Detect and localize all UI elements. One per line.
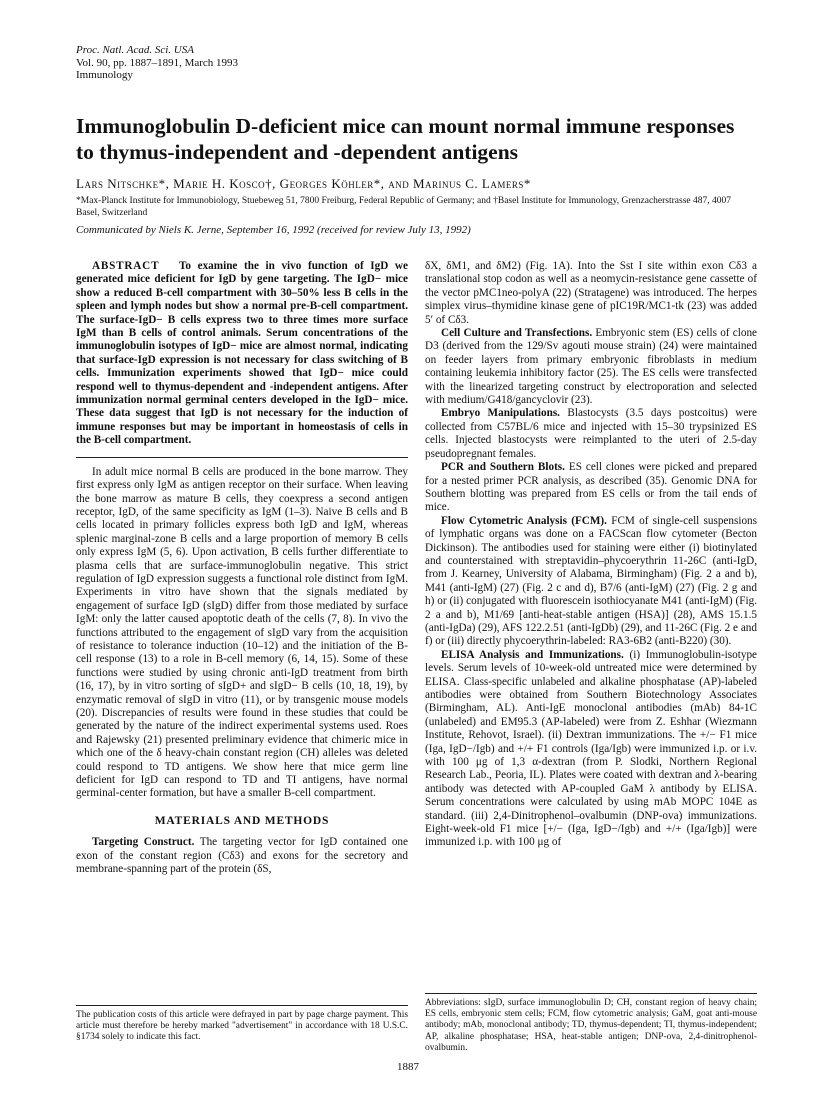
pcr-head: PCR and Southern Blots. <box>441 461 565 474</box>
journal-header <box>76 44 238 82</box>
embryo-paragraph <box>425 407 757 461</box>
culture-head: Cell Culture and Transfections. <box>441 327 593 340</box>
article-title: Immunoglobulin D-deficient mice can mount normal immune responses to thymus-independent and -dependent antigens <box>76 114 735 164</box>
footnote-divider <box>76 1005 408 1006</box>
fcm-paragraph <box>425 515 757 649</box>
targeting-continued: δX, δM1, and δM2) (Fig. 1A). Into the Sst I site within exon Cδ3 a translational stop codon as well as a neomycin-resistance gene cassette of the vector pMC1neo-polyA (22) (Stratagene) was introduced. The herpes simplex virus–thymidine kinase gene of pIC19R/MC1-tk (23) was added 5′ of Cδ3. <box>425 260 757 326</box>
author-list: Lars Nitschke*, Marie H. Kosco†, Georges Köhler*, and Marinus C. Lamers* <box>76 176 531 191</box>
embryo-head: Embryo Manipulations. <box>441 407 560 420</box>
elisa-head: ELISA Analysis and Immunizations. <box>441 648 624 661</box>
culture-text: Embryonic stem (ES) cells of clone D3 (derived from the 129/Sv agouti mouse strain) (24) were maintained on feeder layers from primary embryonic fibroblasts in medium containing leukemia inhibitory factor (25). The ES cells were transfected with the linearized targeting construct by electroporation and selected with medium/G418/gancyclovir (23). <box>425 327 757 407</box>
journal-name: Proc. Natl. Acad. Sci. USA <box>76 44 194 56</box>
footnote-text: The publication costs of this article were defrayed in part by page charge payment. This article must therefore be hereby marked "advertisement" in accordance with 18 U.S.C. §1734 solely to indicate this fact. <box>76 1010 408 1043</box>
communicated-line: Communicated by Niels K. Jerne, September 16, 1992 (received for review July 13, 1992) <box>76 224 471 236</box>
publication-cost-footnote <box>76 1005 408 1044</box>
targeting-head: Targeting Construct. <box>92 836 195 849</box>
pcr-paragraph <box>425 461 757 515</box>
culture-paragraph <box>425 327 757 407</box>
fcm-head: Flow Cytometric Analysis (FCM). <box>441 514 607 527</box>
abstract-text: To examine the in vivo function of IgD we generated mice deficient for IgD by gene targeting. The IgD− mice show a reduced B-cell compartment with 30–50% less B cells in the spleen and lymph nodes but show a normal pre-B-cell compartment. The surface-IgD− B cells express two to three times more surface IgM than B cells of control animals. Serum concentrations of the immunoglobulin isotypes of IgD− mice are almost normal, indicating that surface-IgD expression is not necessary for class switching of B cells. Immunization experiments showed that IgD− mice could respond well to thymus-dependent and -independent antigens. After immunization normal germinal centers developed in the IgD− mice. These data suggest that IgD is not necessary for the induction of immune responses but may be important in homeostasis of cells in the B-cell compartment. <box>76 260 408 447</box>
targeting-text: The targeting vector for IgD contained one exon of the constant region (Cδ3) and exons for the secretory and membrane-spanning part of the protein (δS, <box>76 836 408 876</box>
abbreviations-text: Abbreviations: sIgD, surface immunoglobulin D; CH, constant region of heavy chain; ES cells, embryonic stem cells; FCM, flow cytometric analysis; GaM, goat anti-mouse antibody; mAb, monoclonal antibody; TD, thymus-dependent; TI, thymus-independent; AP, alkaline phosphatase; HSA, heat-stable antigen; DNP-ova, 2,4-dinitrophenol-ovalbumin. <box>425 998 757 1053</box>
page-number: 1887 <box>397 1061 419 1073</box>
elisa-paragraph <box>425 649 757 850</box>
elisa-text: (i) Immunoglobulin-isotype levels. Serum levels of 10-week-old untreated mice were determined by ELISA. Class-specific unlabeled and alkaline phosphatase (AP)-labeled antibodies were obtained from Southern Biotechnology Associates (Birmingham, AL). Anti-IgE monoclonal antibodies (mAb) 84-1C (unlabeled) and EM95.3 (AP-labeled) were from Z. Eshhar (Wiezmann Institute, Rehovot, Israel). (ii) Dextran immunizations. The +/− F1 mice (Iga, IgD−/Igb) and +/+ F1 controls (Iga/Igb) were immunized i.p. or i.v. with 100 μg of 1,3 α-dextran (from P. Slodki, Northern Regional Research Lab., Peoria, IL). Plates were coated with dextran and λ-bearing antibody was detected with AP-coupled GaM λ antibody by ELISA. Serum concentrations were calculated by using mAb MOPC 104E as standard. (iii) 2,4-Dinitrophenol–ovalbumin (DNP-ova) immunizations. Eight-week-old F1 mice [+/− (Iga, IgD−/Igb) and +/+ (Iga/Igb)] were immunized i.p. with 100 μg of <box>425 648 758 849</box>
pcr-text: ES cell clones were picked and prepared for a nested primer PCR analysis, as described (35). Genomic DNA for Southern blotting was prepared from ES cells or from the tail ends of mice. <box>425 461 758 514</box>
abbreviations-footnote <box>425 993 757 1054</box>
abbreviations-divider <box>425 993 757 994</box>
volume-info: Vol. 90, pp. 1887–1891, March 1993 <box>76 56 239 69</box>
introduction-paragraph: In adult mice normal B cells are produced in the bone marrow. They first express only IgM as antigen receptor on their surface. When leaving the bone marrow as mature B cells, they coexpress a second antigen receptor, IgD, of the same specificity as IgM (1–3). Naive B cells and B cells located in primary follicles express both IgD and IgM, whereas splenic marginal-zone B cells and a large proportion of memory B cells only express IgM (5, 6). Upon activation, B cells further differentiate to plasma cells that are surface-immunoglobulin negative. This strict regulation of IgD expression suggests a functional role distinct from IgM. Experiments in vitro have shown that the signals mediated by engagement of surface IgD (sIgD) differ from those mediated by surface IgM: only the latter caused apoptotic death of the cells (7, 8). In vivo the functions attributed to the engagement of sIgD vary from the acquisition of resistance to tolerance induction (10–12) and the initiation of the B-cell response (13) to a role in B-cell memory (6, 14, 15). Some of these functions were studied by using chronic anti-IgD treatment from birth (16, 17), by in vitro sorting of sIgD+ and sIgD− B cells (10, 18, 19), by enzymatic removal of sIgD in vitro (11), or by transgenic mouse models (20). Discrepancies of results were found in these studies that could be generated by the nature of the indirect experimental systems used. Roes and Rajewsky (21) presented preliminary evidence that chimeric mice in which one of the δ heavy-chain constant region (CH) alleles was deleted could respond to TD antigens. We show here that mice germ line deficient for IgD can respond to TD and TI antigens, have normal germinal-center formation, but have a smaller B-cell compartment. <box>76 465 408 800</box>
fcm-text: FCM of single-cell suspensions of lymphatic organs was done on a FACScan flow cytometer (Becton Dickinson). The antibodies used for staining were either (i) biotinylated and counterstained with streptavidin–phycoerythrin 11-26C (anti-IgD, from J. Kearney, University of Alabama, Birmingham) (Fig. 2 a and b), M41 (anti-IgM) (27) (Fig. 2 c and d), B7/6 (anti-IgM) (27) (Fig. 2 g and h) or (ii) conjugated with fluorescein isothiocyanate M41 (anti-IgM) (Fig. 2 a and b), M1/69 [anti-heat-stable antigen (HSA)] (28), AMS 15.1.5 (anti-IgDa) (29), AFS 122.2.51 (anti-IgDb) (29), and 11-26C (Fig. 2 e and f) or (iii) directly phycoerythrin-labeled: RA3-6B2 (anti-B220) (30). <box>425 514 757 648</box>
abstract-heading: ABSTRACT <box>92 260 160 272</box>
affiliations: *Max-Planck Institute for Immunobiology, Stuebeweg 51, 7800 Freiburg, Federal Republic of Germany; and †Basel Institute for Immunology, Grenzacherstrasse 487, 4007 Basel, Switzerland <box>76 196 732 218</box>
targeting-paragraph <box>76 836 408 876</box>
embryo-text: Blastocysts (3.5 days postcoitus) were collected from C57BL/6 mice and injected with 15–30 trypsinized ES cells. Injected blastocysts were reimplanted to the uteri of 2.5-day pseudopregnant females. <box>425 407 757 460</box>
abstract-divider <box>76 457 408 458</box>
abstract <box>76 260 408 448</box>
left-column <box>76 260 408 876</box>
section-name: Immunology <box>76 69 133 81</box>
right-column <box>425 260 757 850</box>
methods-heading: MATERIALS AND METHODS <box>154 814 330 827</box>
